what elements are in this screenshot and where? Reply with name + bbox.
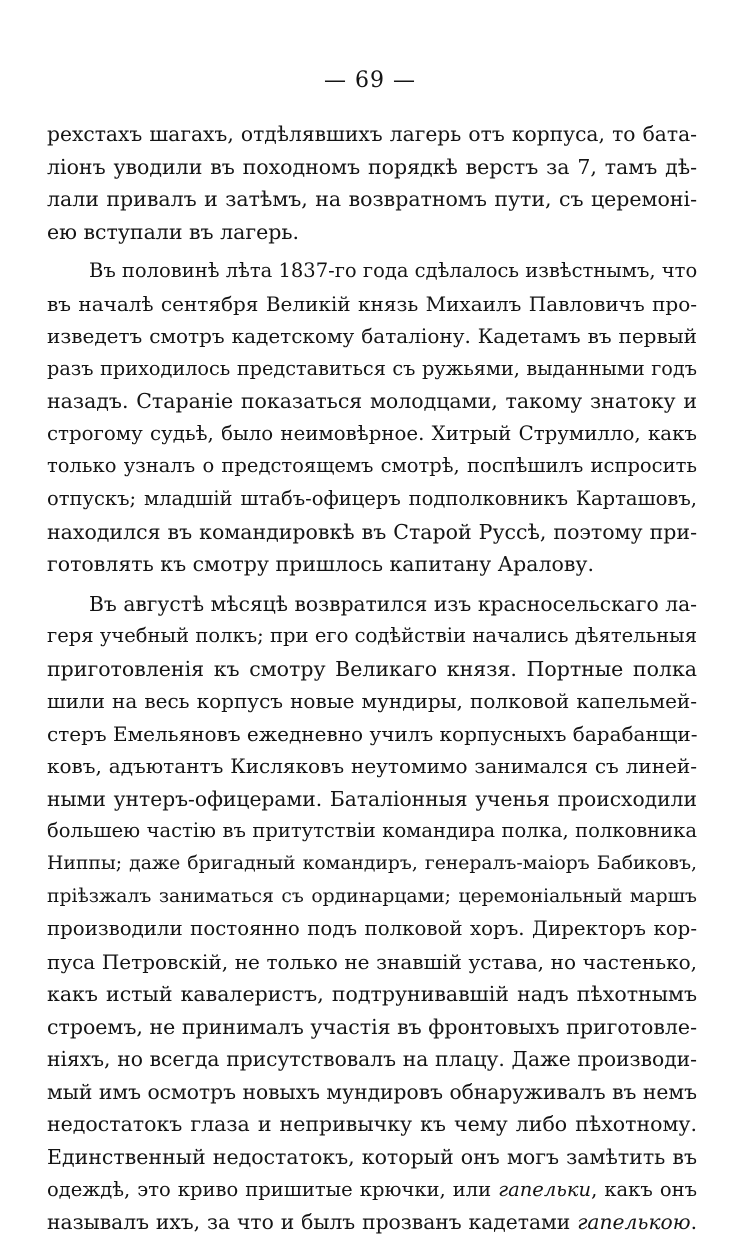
text-line: отпускъ; младшій штабъ-офицеръ подполковникъ Карташовъ, <box>47 487 697 511</box>
text-line: рехстахъ шагахъ, отдѣлявшихъ лагерь отъ корпуса, то бата- <box>47 122 697 146</box>
text-line: пуса Петровскій, не только не знавшій устава, но частенько, <box>47 949 697 974</box>
text-line: строемъ, не принималъ участія въ фронтовыхъ приготовле- <box>47 1014 697 1039</box>
text-line: разъ приходилось представиться съ ружьями, выданными годъ <box>47 356 697 380</box>
text-line: ліонъ уводили въ походномъ порядкѣ верстъ за 7, тамъ дѣ- <box>47 154 697 179</box>
text-line: Ниппы; даже бригадный командиръ, генералъ-маіоръ Бабиковъ, <box>47 853 697 875</box>
text-line: шили на весь корпусъ новые мундиры, полковой капельмей- <box>47 689 697 714</box>
text-line <box>47 1206 697 1239</box>
text-segment: . <box>690 1210 697 1235</box>
text-line: въ началѣ сентября Великій князь Михаилъ Павловичъ про- <box>47 291 697 316</box>
text-line: ею вступали въ лагерь. <box>47 219 300 244</box>
text-line: находился въ командировкѣ въ Старой Руссѣ, поэтому при- <box>47 519 697 544</box>
text-line: лали привалъ и затѣмъ, на возвратномъ пути, съ церемоні- <box>47 187 697 212</box>
text-line: строгому судьѣ, было неимовѣрное. Хитрый Струмилло, какъ <box>47 421 697 445</box>
text-line: назадъ. Стараніе показаться молодцами, такому знатоку и <box>47 389 697 414</box>
text-segment: называлъ ихъ, за что и былъ прозванъ кадетами <box>47 1210 578 1235</box>
text-segment: одеждѣ, это криво пришитые крючки, или <box>47 1177 499 1201</box>
text-line: ными унтеръ-офицерами. Баталіонныя ученья происходили <box>47 786 697 811</box>
text-line: только узналъ о предстоящемъ смотрѣ, поспѣшилъ испросить <box>47 454 697 478</box>
page-number: — 69 — <box>324 68 416 93</box>
text-line: мый имъ осмотръ новыхъ мундировъ обнаруживалъ въ немъ <box>47 1079 697 1104</box>
text-line: изведетъ смотръ кадетскому баталіону. Кадетамъ въ первый <box>47 324 697 349</box>
text-segment: , какъ онъ <box>591 1177 698 1201</box>
text-line: пріѣзжалъ заниматься съ ординарцами; церемоніальный маршъ <box>47 885 697 907</box>
italic-term: гапельки <box>498 1177 592 1201</box>
text-line: ковъ, адъютантъ Кисляковъ неутомимо занимался съ линей- <box>47 754 697 779</box>
italic-term: гапелькою <box>577 1210 691 1235</box>
text-line <box>47 1174 697 1207</box>
text-line: производили постоянно подъ полковой хоръ. Директоръ кор- <box>47 917 697 941</box>
text-line: Въ половинѣ лѣта 1837-го года сдѣлалось извѣстнымъ, что <box>89 259 698 283</box>
text-line: ніяхъ, но всегда присутствовалъ на плацу. Даже производи- <box>47 1047 697 1072</box>
text-line: стеръ Емельяновъ ежедневно училъ корпусныхъ барабанщи- <box>47 721 698 746</box>
body-text <box>47 118 697 1239</box>
text-line: большею частію въ притутствіи командира полка, полковника <box>47 819 697 843</box>
text-line: готовлять къ смотру пришлось капитану Аралову. <box>47 552 595 577</box>
text-line: недостатокъ глаза и непривычку къ чему либо пѣхотному. <box>47 1112 697 1137</box>
text-line: геря учебный полкъ; при его содѣйствіи начались дѣятельныя <box>47 624 697 648</box>
text-line: Въ августѣ мѣсяцѣ возвратился изъ красносельскаго ла- <box>89 591 697 616</box>
text-line: приготовленія къ смотру Великаго князя. Портные полка <box>47 656 697 681</box>
text-line: какъ истый кавалеристъ, подтрунивавшій надъ пѣхотнымъ <box>47 982 697 1007</box>
text-line: Единственный недостатокъ, который онъ могъ замѣтить въ <box>47 1144 697 1169</box>
